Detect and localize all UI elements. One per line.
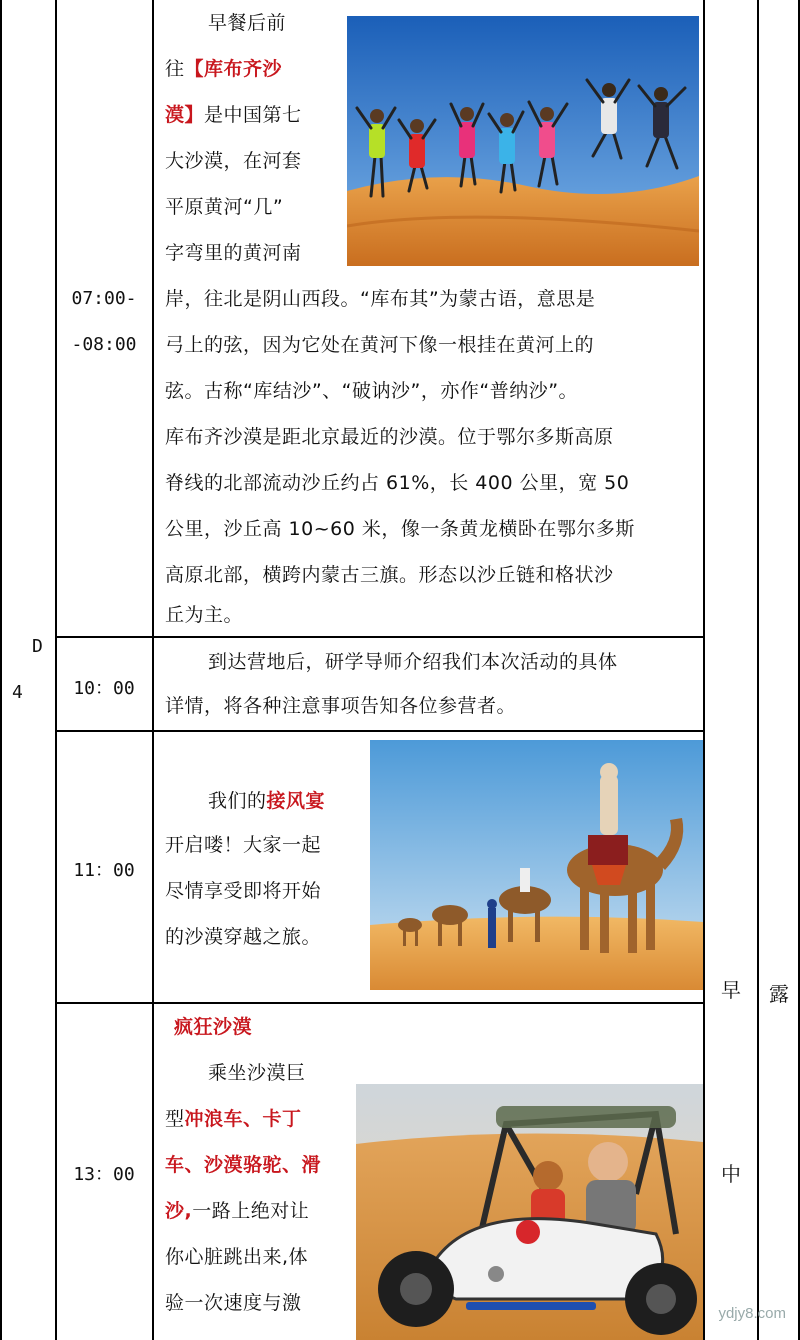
row4-time: 13：00 (73, 1164, 135, 1185)
row1-line-2 (165, 46, 282, 92)
row1-text-plain-2: 是中国第七 (204, 104, 302, 126)
row3-line-2: 开启喽！大家一起 (165, 834, 322, 856)
meal-column-divider (757, 0, 759, 1340)
row3-text-plain: 我们的 (208, 790, 267, 812)
table-border-left (0, 0, 2, 1340)
camel-caravan-photo (370, 740, 703, 990)
meal-breakfast: 早 (721, 978, 741, 1002)
activity-highlight-2: 车、沙漠骆驼、滑 (165, 1154, 322, 1176)
row1-text-plain: 往 (165, 58, 185, 80)
row1-line-3 (165, 92, 302, 138)
welcome-banquet-highlight: 接风宴 (266, 790, 326, 812)
row1-time-start: 07:00- (71, 288, 137, 309)
desert-name-highlight-end: 漠】 (165, 104, 205, 126)
row3-line-3: 尽情享受即将开始 (165, 880, 322, 902)
row3-line-4: 的沙漠穿越之旅。 (165, 926, 322, 948)
activity-highlight-3: 沙, (165, 1200, 193, 1222)
site-watermark: ydjy8.com (718, 1305, 786, 1322)
row1-line-4: 大沙漠，在河套 (165, 150, 302, 172)
row4-text-plain-2: 一路上绝对让 (192, 1200, 310, 1222)
row1-line-10: 库布齐沙漠是距北京最近的沙漠。位于鄂尔多斯高原 (165, 426, 614, 448)
row1-line-1: 早餐后前 (208, 12, 287, 34)
row-divider-2 (55, 730, 705, 732)
desert-jump-photo (347, 16, 699, 266)
row1-line-5: 平原黄河“几” (165, 196, 284, 218)
row1-line-7: 岸，往北是阴山西段。“库布其”为蒙古语，意思是 (165, 288, 596, 310)
time-column-divider (152, 0, 154, 1340)
row1-line-9: 弦。古称“库结沙”、“破讷沙”，亦作“普纳沙”。 (165, 380, 579, 402)
row1-line-8: 弓上的弦，因为它处在黄河下像一根挂在黄河上的 (165, 334, 595, 356)
activity-highlight-1: 冲浪车、卡丁 (184, 1108, 302, 1130)
row4-line-1: 乘坐沙漠巨 (208, 1062, 306, 1084)
desert-name-highlight: 【库布齐沙 (184, 58, 283, 80)
row2-time: 10：00 (73, 678, 135, 699)
lodging-label: 露 (769, 982, 789, 1006)
row4-line-5: 你心脏跳出来,体 (165, 1246, 309, 1268)
row1-line-11: 脊线的北部流动沙丘约占 61%，长 400 公里，宽 50 (165, 472, 630, 494)
content-column-divider (703, 0, 705, 1340)
row4-line-4 (165, 1188, 309, 1234)
row4-text-plain: 型 (165, 1108, 185, 1130)
row1-line-14: 丘为主。 (165, 604, 244, 626)
meal-lunch: 中 (721, 1162, 741, 1186)
dune-buggy-photo (356, 1084, 703, 1340)
row-divider-1 (55, 636, 705, 638)
day-column-divider (55, 0, 57, 1340)
day-number: 4 (12, 682, 23, 703)
row1-time-end: -08:00 (71, 334, 137, 355)
row1-line-6: 字弯里的黄河南 (165, 242, 302, 264)
row4-line-2 (165, 1096, 302, 1142)
row4-heading: 疯狂沙漠 (174, 1016, 253, 1038)
row4-line-6: 验一次速度与激 (165, 1292, 302, 1314)
row3-line-1 (208, 778, 325, 824)
row2-line-1: 到达营地后，研学导师介绍我们本次活动的具体 (208, 651, 618, 673)
row1-line-13: 高原北部，横跨内蒙古三旗。形态以沙丘链和格状沙 (165, 564, 614, 586)
row2-line-2: 详情，将各种注意事项告知各位参营者。 (165, 695, 517, 717)
row-divider-3 (55, 1002, 705, 1004)
row3-time: 11：00 (73, 860, 135, 881)
row1-line-12: 公里，沙丘高 10~60 米，像一条黄龙横卧在鄂尔多斯 (165, 518, 635, 540)
day-letter: D (32, 636, 43, 657)
